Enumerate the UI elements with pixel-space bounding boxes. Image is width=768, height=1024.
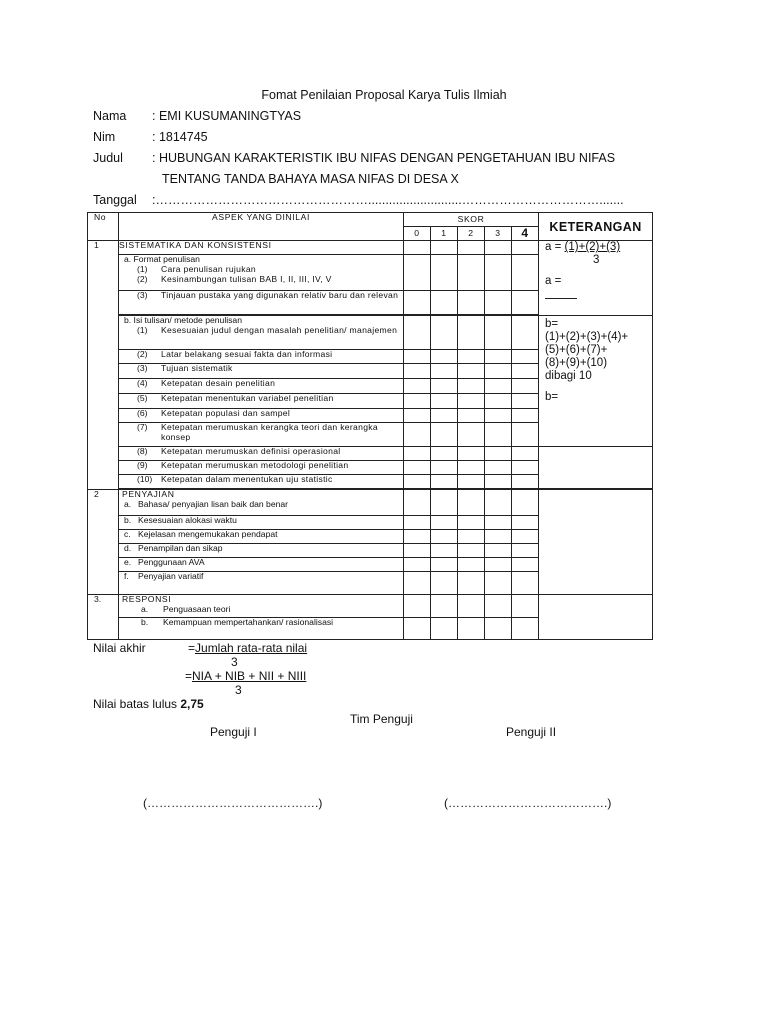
score-cell[interactable] bbox=[404, 516, 431, 530]
score-cell[interactable] bbox=[458, 241, 485, 255]
score-cell[interactable] bbox=[485, 409, 512, 423]
eq2-denominator: 3 bbox=[235, 683, 242, 697]
ket-a-blank bbox=[545, 294, 577, 299]
list-item: (2) Kesinambungan tulisan BAB I, II, III, IV, V bbox=[137, 273, 332, 284]
table-row: b. Kesesuaian alokasi waktu bbox=[119, 516, 404, 530]
score-cell[interactable] bbox=[431, 516, 458, 530]
score-cell[interactable] bbox=[512, 595, 539, 618]
table-row: (3) Tinjauan pustaka yang digunakan relativ baru dan relevan bbox=[119, 291, 404, 315]
table-row: (3) Tujuan sistematik bbox=[119, 364, 404, 379]
table-row: c. Kejelasan mengemukakan pendapat bbox=[119, 530, 404, 544]
score-cell[interactable] bbox=[485, 379, 512, 394]
table-row: (10) Ketepatan dalam menentukan uju statistic bbox=[119, 475, 404, 489]
score-cell[interactable] bbox=[431, 475, 458, 489]
score-cell[interactable] bbox=[431, 447, 458, 461]
score-4-header: 4 bbox=[512, 227, 539, 241]
score-cell[interactable] bbox=[512, 316, 539, 350]
keterangan-empty bbox=[539, 447, 653, 489]
penguji1-signature[interactable]: (…………………………………….) bbox=[143, 796, 323, 810]
score-cell[interactable] bbox=[404, 316, 431, 350]
score-cell[interactable] bbox=[458, 409, 485, 423]
score-cell[interactable] bbox=[485, 595, 512, 618]
section3-header-cell: RESPONSI a. Penguasaan teori bbox=[119, 595, 404, 618]
score-cell[interactable] bbox=[458, 475, 485, 489]
score-cell[interactable] bbox=[512, 423, 539, 447]
score-cell[interactable] bbox=[404, 364, 431, 379]
ket-a-prefix: a = bbox=[545, 241, 565, 254]
score-cell[interactable] bbox=[431, 364, 458, 379]
keterangan-b bbox=[539, 316, 653, 447]
score-cell[interactable] bbox=[458, 291, 485, 315]
score-cell[interactable] bbox=[512, 490, 539, 516]
table-row: (2) Latar belakang sesuai fakta dan informasi bbox=[119, 350, 404, 364]
score-cell[interactable] bbox=[404, 558, 431, 572]
score-cell[interactable] bbox=[485, 394, 512, 409]
ket-b-line3: (8)+(9)+(10) bbox=[545, 357, 608, 370]
score-cell[interactable] bbox=[431, 316, 458, 350]
score-cell[interactable] bbox=[485, 423, 512, 447]
sub-b-title: b. Isi tulisan/ metode penulisan bbox=[124, 315, 242, 326]
nama-label: Nama bbox=[93, 109, 127, 123]
score-cell[interactable] bbox=[431, 544, 458, 558]
score-cell[interactable] bbox=[512, 544, 539, 558]
nilai-batas bbox=[93, 697, 204, 711]
score-cell[interactable] bbox=[512, 350, 539, 364]
score-cell[interactable] bbox=[512, 364, 539, 379]
score-cell[interactable] bbox=[431, 572, 458, 595]
score-cell[interactable] bbox=[458, 461, 485, 475]
keterangan-section3 bbox=[539, 595, 653, 640]
score-cell[interactable] bbox=[512, 572, 539, 595]
score-cell[interactable] bbox=[458, 364, 485, 379]
nilai-batas-label: Nilai batas lulus bbox=[93, 697, 181, 711]
score-cell[interactable] bbox=[485, 558, 512, 572]
eq2 bbox=[185, 669, 306, 683]
score-cell[interactable] bbox=[404, 350, 431, 364]
score-cell[interactable] bbox=[431, 241, 458, 255]
table-row: e. Penggunaan AVA bbox=[119, 558, 404, 572]
score-cell[interactable] bbox=[431, 255, 458, 291]
form-title: Fomat Penilaian Proposal Karya Tulis Ilmiah bbox=[261, 88, 507, 102]
sub-a-title: a. Format penulisan bbox=[124, 254, 200, 265]
score-cell[interactable] bbox=[458, 544, 485, 558]
score-cell[interactable] bbox=[458, 558, 485, 572]
score-cell[interactable] bbox=[404, 461, 431, 475]
ket-b-line2: (5)+(6)+(7)+ bbox=[545, 344, 608, 357]
score-cell[interactable] bbox=[404, 241, 431, 255]
score-cell[interactable] bbox=[404, 530, 431, 544]
section1-title: SISTEMATIKA DAN KONSISTENSI bbox=[119, 241, 404, 255]
score-cell[interactable] bbox=[431, 350, 458, 364]
score-cell[interactable] bbox=[431, 530, 458, 544]
list-item: (1) Cara penulisan rujukan bbox=[137, 264, 256, 275]
score-cell[interactable] bbox=[512, 530, 539, 544]
score-cell[interactable] bbox=[512, 461, 539, 475]
score-cell[interactable] bbox=[404, 394, 431, 409]
score-cell[interactable] bbox=[404, 490, 431, 516]
tim-penguji: Tim Penguji bbox=[350, 712, 413, 726]
ket-b-result: b= bbox=[545, 390, 559, 403]
score-cell[interactable] bbox=[431, 423, 458, 447]
score-cell[interactable] bbox=[431, 558, 458, 572]
score-cell[interactable] bbox=[431, 291, 458, 315]
score-cell[interactable] bbox=[431, 379, 458, 394]
score-cell[interactable] bbox=[458, 350, 485, 364]
eq2-numerator: NIA + NIB + NII + NIII bbox=[192, 669, 307, 683]
score-cell[interactable] bbox=[512, 447, 539, 461]
nama-value: : EMI KUSUMANINGTYAS bbox=[152, 109, 302, 123]
score-cell[interactable] bbox=[512, 291, 539, 315]
score-cell[interactable] bbox=[458, 572, 485, 595]
score-cell[interactable] bbox=[458, 394, 485, 409]
score-cell[interactable] bbox=[512, 516, 539, 530]
sub-b-cell: b. Isi tulisan/ metode penulisan (1) Kesesuaian judul dengan masalah penelitian/ manajemen bbox=[119, 316, 404, 350]
score-cell[interactable] bbox=[512, 618, 539, 640]
score-cell[interactable] bbox=[485, 490, 512, 516]
ket-a-numerator: (1)+(2)+(3) bbox=[564, 241, 621, 254]
score-cell[interactable] bbox=[404, 618, 431, 640]
keterangan-a bbox=[539, 241, 653, 316]
eq1-denominator: 3 bbox=[231, 655, 238, 669]
penguji2-signature[interactable]: (………………………………….) bbox=[444, 796, 612, 810]
ket-a-result: a = bbox=[545, 275, 562, 288]
nim-value: : 1814745 bbox=[152, 130, 208, 144]
ket-b-label: b= bbox=[545, 318, 559, 331]
ket-b-line4: dibagi 10 bbox=[545, 369, 592, 382]
score-cell[interactable] bbox=[431, 595, 458, 618]
table-row: (7) Ketepatan merumuskan kerangka teori dan kerangka konsep bbox=[119, 423, 404, 447]
judul-label: Judul bbox=[93, 151, 123, 165]
section2-title: PENYAJIAN bbox=[122, 489, 175, 500]
score-cell[interactable] bbox=[458, 316, 485, 350]
tanggal-label: Tanggal bbox=[93, 193, 137, 207]
eq1-numerator: Jumlah rata-rata nilai bbox=[195, 641, 308, 655]
score-cell[interactable] bbox=[431, 461, 458, 475]
score-cell[interactable] bbox=[485, 475, 512, 489]
score-cell[interactable] bbox=[458, 595, 485, 618]
penguji1-label: Penguji I bbox=[210, 725, 257, 739]
score-cell[interactable] bbox=[458, 447, 485, 461]
keterangan-section2 bbox=[539, 490, 653, 595]
table-row: (6) Ketepatan populasi dan sampel bbox=[119, 409, 404, 423]
score-cell[interactable] bbox=[512, 475, 539, 489]
table-row: f. Penyajian variatif bbox=[119, 572, 404, 595]
tanggal-value: :……………………………………………...........................……………………………....... bbox=[152, 193, 624, 207]
score-cell[interactable] bbox=[512, 409, 539, 423]
table-row: (8) Ketepatan merumuskan definisi operasional bbox=[119, 447, 404, 461]
score-cell[interactable] bbox=[458, 255, 485, 291]
table-row: (4) Ketepatan desain penelitian bbox=[119, 379, 404, 394]
score-cell[interactable] bbox=[485, 618, 512, 640]
score-cell[interactable] bbox=[404, 379, 431, 394]
score-cell[interactable] bbox=[404, 572, 431, 595]
score-cell[interactable] bbox=[485, 544, 512, 558]
score-cell[interactable] bbox=[458, 530, 485, 544]
col-skor-header: SKOR bbox=[404, 213, 539, 227]
penguji2-label: Penguji II bbox=[506, 725, 557, 739]
eq1-prefix: = bbox=[188, 641, 196, 655]
score-cell[interactable] bbox=[512, 255, 539, 291]
score-cell[interactable] bbox=[485, 255, 512, 291]
score-cell[interactable] bbox=[512, 241, 539, 255]
score-cell[interactable] bbox=[485, 572, 512, 595]
score-cell[interactable] bbox=[431, 618, 458, 640]
score-2-header: 2 bbox=[458, 227, 485, 241]
judul-value-line2: TENTANG TANDA BAHAYA MASA NIFAS DI DESA X bbox=[162, 172, 459, 186]
eq1 bbox=[188, 641, 307, 655]
score-cell[interactable] bbox=[431, 394, 458, 409]
section2-header-cell: PENYAJIAN a. Bahasa/ penyajian lisan baik dan benar bbox=[119, 490, 404, 516]
nilai-akhir-label: Nilai akhir bbox=[93, 641, 146, 655]
score-cell[interactable] bbox=[485, 530, 512, 544]
section3-title: RESPONSI bbox=[122, 594, 172, 605]
score-cell[interactable] bbox=[404, 255, 431, 291]
score-cell[interactable] bbox=[512, 379, 539, 394]
col-no-header: No bbox=[88, 213, 119, 241]
score-cell[interactable] bbox=[485, 447, 512, 461]
score-3-header: 3 bbox=[485, 227, 512, 241]
eq2-prefix: = bbox=[185, 669, 193, 683]
table-row: (9) Ketepatan merumuskan metodologi penelitian bbox=[119, 461, 404, 475]
col-keterangan-header: KETERANGAN bbox=[539, 213, 653, 241]
assessment-table bbox=[87, 212, 653, 640]
score-cell[interactable] bbox=[485, 291, 512, 315]
score-0-header: 0 bbox=[404, 227, 431, 241]
table-row: (5) Ketepatan menentukan variabel penelitian bbox=[119, 394, 404, 409]
score-1-header: 1 bbox=[431, 227, 458, 241]
score-cell[interactable] bbox=[512, 558, 539, 572]
score-cell[interactable] bbox=[485, 461, 512, 475]
score-cell[interactable] bbox=[404, 423, 431, 447]
sub-a-cell bbox=[119, 255, 404, 291]
score-cell[interactable] bbox=[512, 394, 539, 409]
score-cell[interactable] bbox=[404, 409, 431, 423]
ket-a-denominator: 3 bbox=[593, 254, 600, 267]
section2-no: 2 bbox=[88, 490, 119, 595]
score-cell[interactable] bbox=[404, 544, 431, 558]
score-cell[interactable] bbox=[485, 350, 512, 364]
score-cell[interactable] bbox=[458, 516, 485, 530]
section3-no: 3. bbox=[88, 595, 119, 640]
col-aspek-header: ASPEK YANG DINILAI bbox=[119, 213, 404, 241]
score-cell[interactable] bbox=[485, 364, 512, 379]
score-cell[interactable] bbox=[431, 409, 458, 423]
score-cell[interactable] bbox=[458, 490, 485, 516]
score-cell[interactable] bbox=[485, 516, 512, 530]
score-cell[interactable] bbox=[404, 447, 431, 461]
score-cell[interactable] bbox=[458, 423, 485, 447]
section1-no: 1 bbox=[88, 241, 119, 490]
table-row: b. Kemampuan mempertahankan/ rasionalisasi bbox=[119, 618, 404, 640]
score-cell[interactable] bbox=[431, 490, 458, 516]
ket-b-line1: (1)+(2)+(3)+(4)+ bbox=[545, 331, 629, 344]
score-cell[interactable] bbox=[485, 316, 512, 350]
score-cell[interactable] bbox=[458, 618, 485, 640]
score-cell[interactable] bbox=[404, 475, 431, 489]
table-row: d. Penampilan dan sikap bbox=[119, 544, 404, 558]
score-cell[interactable] bbox=[458, 379, 485, 394]
judul-value-line1: : HUBUNGAN KARAKTERISTIK IBU NIFAS DENGAN PENGETAHUAN IBU NIFAS bbox=[152, 151, 616, 165]
score-cell[interactable] bbox=[485, 241, 512, 255]
score-cell[interactable] bbox=[404, 291, 431, 315]
nilai-batas-value: 2,75 bbox=[180, 697, 204, 711]
score-cell[interactable] bbox=[404, 595, 431, 618]
nim-label: Nim bbox=[93, 130, 116, 144]
